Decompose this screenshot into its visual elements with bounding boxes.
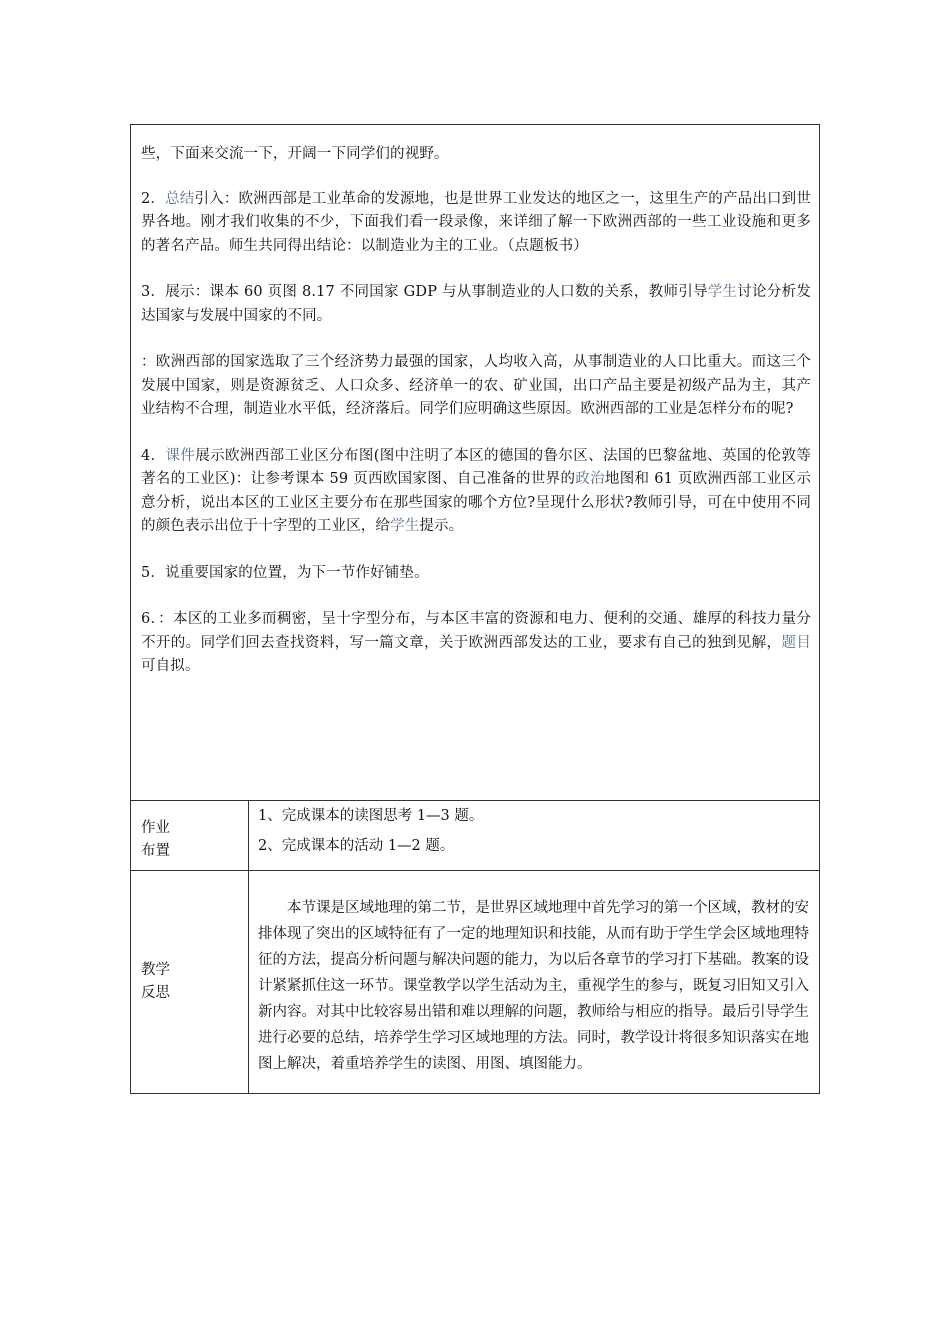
homework-row [131, 801, 819, 871]
highlight-word: 题目 [781, 634, 811, 651]
paragraph-3: ：欧洲西部的国家选取了三个经济势力最强的国家，人均收入高，从事制造业的人口比重大。而这三个发展中国家，则是资源贫乏、人口众多、经济单一的农、矿业国，出口产品主要是初级产品为主，其产业结构不合理，制造业水平低，经济落后。同学们应明确这些原因。欧洲西部的工业是怎样分布的呢? [141, 354, 811, 417]
highlight-word: 学生 [390, 518, 420, 534]
homework-item: 1、完成课本的读图思考 1—3 题。 [258, 808, 484, 824]
highlight-word: 政治 [575, 471, 605, 487]
reflection-row [131, 871, 819, 1093]
reflection-label: 教学 反思 [131, 871, 249, 1093]
paragraph-2: 3．展示：课本 60 页图 8.17 不同国家 GDP 与从事制造业的人口数的关系，教师引导学生讨论分析发达国家与发展中国家的不同。 [141, 284, 811, 324]
paragraph-6: 6．：本区的工业多而稠密，呈十字型分布，与本区丰富的资源和电力、便利的交通、雄厚的科技力量分不开的。同学们回去查找资料，写一篇文章，关于欧洲西部发达的工业，要求有自己的独到见解，题目可自拟。 [141, 611, 811, 674]
highlight-word: 总结 [165, 190, 195, 207]
highlight-word: 课件 [165, 447, 196, 464]
highlight-word: 学生 [707, 284, 738, 300]
lesson-plan-table [130, 124, 820, 1094]
paragraph-1: 2．总结引入：欧洲西部是工业革命的发源地，也是世界工业发达的地区之一，这里生产的产品出口到世界各地。刚才我们收集的不少，下面我们看一段录像，来详细了解一下欧洲西部的一些工业设施和更多的著名产品。师生共同得出结论：以制造业为主的工业。（点题板书） [141, 190, 812, 254]
teaching-process-cell [131, 125, 819, 801]
paragraph-4: 4．课件展示欧洲西部工业区分布图(图中注明了本区的德国的鲁尔区、法国的巴黎盆地、英国的伦敦等著名的工业区)：让参考课本 59 页西欧国家图、自己准备的世界的政治地图和 61 页欧洲西部工业区示意分析，说出本区的工业区主要分布在那些国家的哪个方位?呈现什么形状?教师引导，可在中使用不同的颜色表示出位于十字型的工业区，给学生提示。 [141, 447, 811, 534]
homework-items [249, 801, 819, 870]
paragraph-5: 5．说重要国家的位置，为下一节作好铺垫。 [141, 564, 429, 581]
reflection-text: 本节课是区域地理的第二节，是世界区域地理中首先学习的第一个区域，教材的安排体现了突出的区域特征有了一定的地理知识和技能，从而有助于学生学会区域地理特征的方法，提高分析问题与解决问题的能力，为以后各章节的学习打下基础。教案的设计紧紧抓住这一环节。课堂教学以学生活动为主，重视学生的参与，既复习旧知又引入新内容。对其中比较容易出错和难以理解的问题，教师给与相应的指导。最后引导学生进行必要的总结，培养学生学习区域地理的方法。同时，教学设计将很多知识落实在地图上解决，着重培养学生的读图、用图、填图能力。 [258, 900, 809, 1072]
paragraph-0: 些，下面来交流一下，开阔一下同学们的视野。 [141, 146, 449, 162]
homework-label: 作业 布置 [131, 801, 249, 870]
homework-item: 2、完成课本的活动 1—2 题。 [258, 838, 455, 854]
